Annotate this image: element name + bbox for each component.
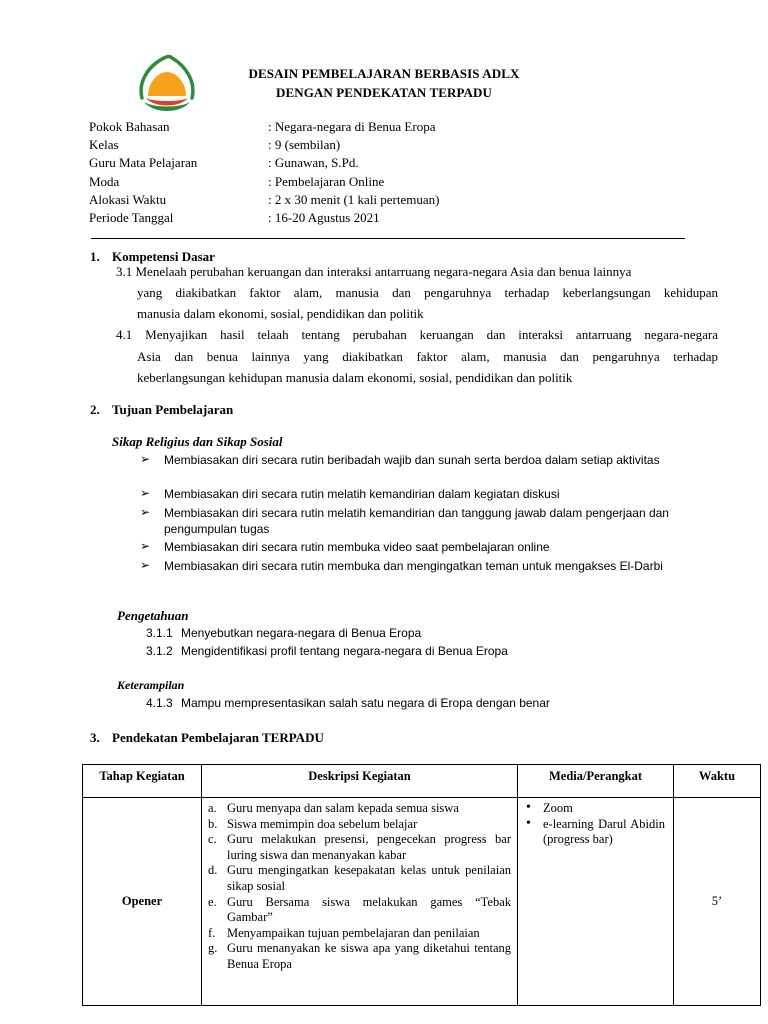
list-item-text: Siswa memimpin doa sebelum belajar xyxy=(227,816,418,831)
info-value: : Negara-negara di Benua Eropa xyxy=(268,119,436,134)
section-number: 2. xyxy=(90,402,100,417)
subheading-keterampilan: Keterampilan xyxy=(117,678,185,692)
pengetahuan-item-text: Menyebutkan negara-negara di Benua Eropa xyxy=(181,626,422,640)
list-item xyxy=(208,863,511,894)
section-number: 3. xyxy=(90,730,100,745)
school-logo-icon xyxy=(134,54,200,114)
info-value: : 9 (sembilan) xyxy=(268,137,341,152)
info-value: : Pembelajaran Online xyxy=(268,174,385,189)
column-header: Tahap Kegiatan xyxy=(83,765,202,798)
info-label: Kelas xyxy=(89,137,119,152)
table-header-row xyxy=(83,765,761,798)
media-item: • Zoom xyxy=(524,801,665,817)
list-item xyxy=(208,926,511,942)
sikap-item: Membiasakan diri secara rutin membuka video saat pembelajaran online xyxy=(164,540,550,554)
arrow-bullet-icon: ➢ xyxy=(140,505,151,519)
document-title-line1: DESAIN PEMBELAJARAN BERBASIS ADLX xyxy=(248,66,520,81)
list-item-text: Guru melakukan presensi, pengecekan progress bar luring siswa dan menanyakan kabar xyxy=(227,832,511,862)
list-marker: c. xyxy=(208,832,217,847)
section-title: Pendekatan Pembelajaran TERPADU xyxy=(112,730,324,745)
info-value: : 2 x 30 menit (1 kali pertemuan) xyxy=(268,192,440,207)
list-item-text: Menyampaikan tujuan pembelajaran dan penilaian xyxy=(227,925,480,940)
column-header: Media/Perangkat xyxy=(518,765,674,798)
sikap-item: Membiasakan diri secara rutin membuka dan mengingatkan teman untuk mengakses El-Darbi xyxy=(164,559,663,573)
info-label: Guru Mata Pelajaran xyxy=(89,155,198,170)
list-item xyxy=(208,801,511,817)
waktu-cell: 5’ xyxy=(674,798,761,1006)
list-item-text: Guru menyapa dan salam kepada semua siswa xyxy=(227,801,459,815)
arrow-bullet-icon: ➢ xyxy=(140,558,151,572)
info-value: : 16-20 Agustus 2021 xyxy=(268,210,380,225)
sikap-item: Membiasakan diri secara rutin beribadah wajib dan sunah serta berdoa dalam setiap aktivitas xyxy=(164,453,660,467)
list-marker: a. xyxy=(208,801,217,815)
section-number: 1. xyxy=(90,249,100,264)
media-item: • e-learning Darul Abidin (progress bar) xyxy=(524,817,665,848)
kd-3-1-line: manusia dalam ekonomi, sosial, pendidikan dan politik xyxy=(137,306,424,321)
sikap-item: Membiasakan diri secara rutin melatih kemandirian dan tanggung jawab dalam pengerjaan dan pengumpulan tugas xyxy=(164,506,669,536)
sikap-item: Membiasakan diri secara rutin melatih kemandirian dalam kegiatan diskusi xyxy=(164,487,560,501)
list-item xyxy=(208,832,511,863)
document-title-line2: DENGAN PENDEKATAN TERPADU xyxy=(275,85,493,100)
info-label: Alokasi Waktu xyxy=(89,192,167,207)
kd-3-1-line: 3.1 Menelaah perubahan keruangan dan interaksi antarruang negara-negara Asia dan benua lainnya xyxy=(116,264,632,279)
list-item xyxy=(208,895,511,926)
info-label: Moda xyxy=(89,174,120,189)
list-marker: f. xyxy=(208,925,216,940)
list-item-text: Guru Bersama siswa melakukan games “Tebak Gambar” xyxy=(227,894,511,925)
pengetahuan-item-text: Mengidentifikasi profil tentang negara-negara di Benua Eropa xyxy=(181,644,508,658)
list-marker: d. xyxy=(208,863,218,878)
list-marker: e. xyxy=(208,894,217,909)
list-marker: g. xyxy=(208,941,218,956)
kd-4-1-line: 4.1 Menyajikan hasil telaah tentang perubahan keruangan dan interaksi antarruang negara-negara xyxy=(116,327,718,342)
kd-3-1-line: yang diakibatkan faktor alam, manusia dan pengaruhnya terhadap keberlangsungan kehidupan xyxy=(137,285,718,300)
arrow-bullet-icon: ➢ xyxy=(140,486,151,500)
section-title: Tujuan Pembelajaran xyxy=(112,402,234,417)
column-header: Waktu xyxy=(674,765,761,798)
media-list xyxy=(518,798,673,848)
info-label: Pokok Bahasan xyxy=(89,119,170,134)
info-label: Periode Tanggal xyxy=(89,210,174,225)
keterampilan-item-number: 4.1.3 xyxy=(146,696,173,710)
list-item-text: Guru menanyakan ke siswa apa yang diketahui tentang Benua Eropa xyxy=(227,941,511,971)
pengetahuan-item-number: 3.1.2 xyxy=(146,644,173,658)
section-title: Kompetensi Dasar xyxy=(112,249,215,264)
media-cell xyxy=(518,798,674,1006)
section-heading-tujuan xyxy=(90,402,490,418)
deskripsi-cell xyxy=(202,798,518,1006)
subheading-sikap: Sikap Religius dan Sikap Sosial xyxy=(112,434,283,449)
keterampilan-item-text: Mampu mempresentasikan salah satu negara di Eropa dengan benar xyxy=(181,696,550,710)
info-value: : Gunawan, S.Pd. xyxy=(268,155,359,170)
arrow-bullet-icon: ➢ xyxy=(140,539,151,553)
deskripsi-list xyxy=(202,798,517,973)
kd-4-1-line: keberlangsungan kehidupan manusia dalam ekonomi, sosial, pendidikan dan politik xyxy=(137,370,573,385)
table-row xyxy=(83,798,761,1006)
section-heading-kompetensi xyxy=(90,249,490,265)
list-item xyxy=(208,941,511,972)
kd-4-1-line: Asia dan benua lainnya yang diakibatkan faktor alam, manusia dan pengaruhnya terhadap xyxy=(137,349,718,364)
arrow-bullet-icon: ➢ xyxy=(140,452,151,466)
tahap-cell: Opener xyxy=(83,798,202,1006)
list-item xyxy=(208,817,511,833)
column-header: Deskripsi Kegiatan xyxy=(202,765,518,798)
section-heading-pendekatan xyxy=(90,730,490,746)
activity-table xyxy=(82,764,761,1006)
list-item-text: Guru mengingatkan kesepakatan kelas untuk penilaian sikap sosial xyxy=(227,863,511,893)
header-divider xyxy=(91,238,685,239)
subheading-pengetahuan: Pengetahuan xyxy=(117,608,189,623)
list-marker: b. xyxy=(208,816,218,831)
pengetahuan-item-number: 3.1.1 xyxy=(146,626,173,640)
